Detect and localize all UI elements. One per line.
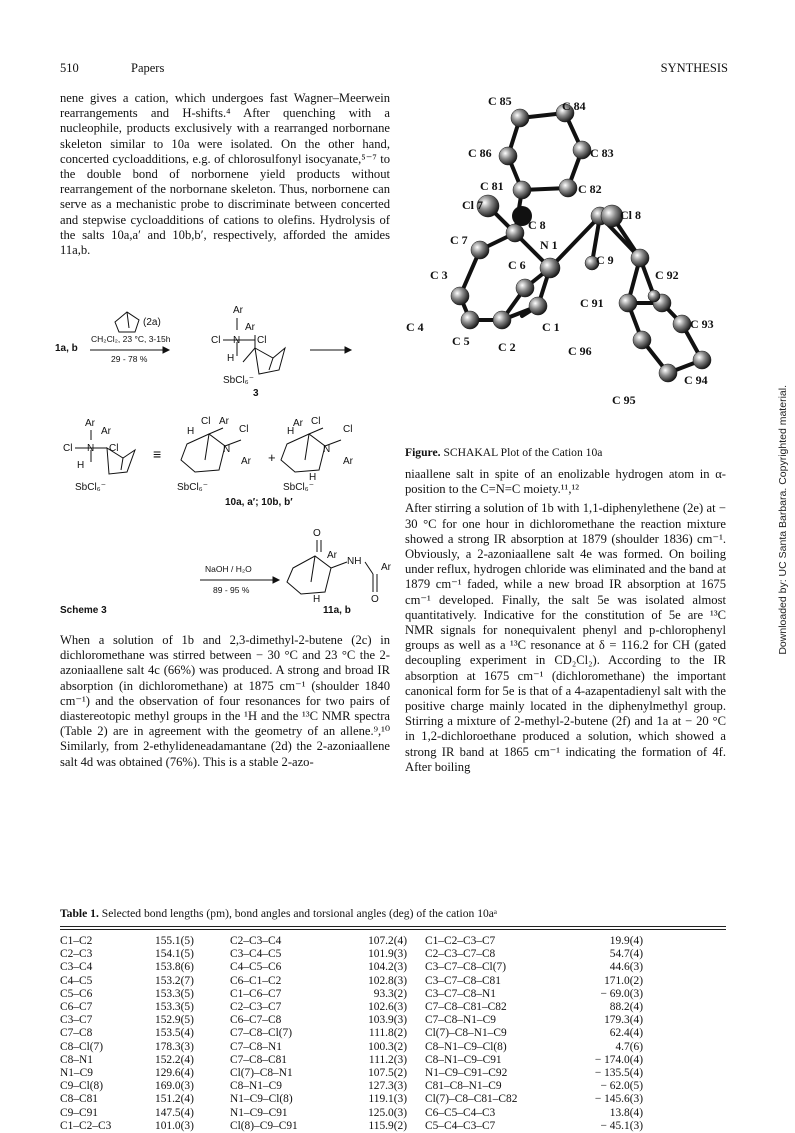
- table-cell: C2–C3–C4: [230, 935, 282, 947]
- table-cell: − 174.0(4): [594, 1053, 643, 1066]
- table-cell: C1–C2–C3–C7: [425, 935, 496, 947]
- molecule-plot: [400, 88, 730, 418]
- atom-ar: Ar: [381, 562, 391, 573]
- counter-ion: SbCl₆⁻: [177, 482, 208, 493]
- table-cell: 104.2(3): [368, 961, 407, 974]
- atom-label: C 2: [498, 340, 516, 354]
- table-cell: C1–C6–C7: [230, 987, 282, 1000]
- table-cell: C7–C8–C81: [230, 1053, 287, 1066]
- atom-h: H: [313, 594, 321, 605]
- table-cell: C3–C4: [60, 961, 93, 974]
- table-cell: C7–C8–N1–C9: [425, 1014, 496, 1027]
- table-cell: 62.4(4): [609, 1027, 643, 1040]
- table-row: [60, 988, 643, 1001]
- atom-h: H: [227, 353, 235, 364]
- table-cell: Cl(7)–C8–N1–C9: [425, 1027, 507, 1040]
- table-cell: 152.9(5): [155, 1014, 194, 1027]
- table-cell: 4.7(6): [615, 1040, 643, 1053]
- atom-cl: Cl: [257, 335, 267, 346]
- table-cell: C3–C7: [60, 1014, 93, 1027]
- atom-label: C 6: [508, 258, 526, 272]
- plus-sign: +: [268, 450, 276, 465]
- figure-caption: [405, 446, 602, 459]
- table-cell: 169.0(3): [155, 1080, 194, 1093]
- table-cell: 103.9(3): [368, 1014, 407, 1027]
- table-cell: C3–C7–C8–N1: [425, 987, 496, 1000]
- table-cell: C3–C7–C8–C81: [425, 974, 501, 987]
- table-cell: N1–C9–C91: [230, 1106, 288, 1119]
- table-cell: C4–C5–C6: [230, 961, 282, 974]
- atom-cl: Cl: [311, 416, 321, 427]
- left-column-bottom: [60, 633, 390, 774]
- table-row: [60, 1054, 643, 1067]
- atom-label: C 96: [568, 344, 592, 358]
- atom-label: C 95: [612, 393, 636, 407]
- atom-label: N 1: [540, 238, 558, 252]
- table-cell: Cl(8)–C9–C91: [230, 1119, 298, 1132]
- table-cell: C6–C5–C4–C3: [425, 1106, 496, 1119]
- left-column-top: [60, 91, 390, 262]
- atom-h: H: [287, 426, 295, 437]
- table-cell: 88.2(4): [609, 1001, 643, 1014]
- atom-label: C 7: [450, 233, 468, 247]
- atom-h: H: [309, 472, 317, 483]
- atom-label: C 84: [562, 99, 586, 113]
- table-cell: C6–C7–C8: [230, 1014, 282, 1027]
- table-cell: C6–C1–C2: [230, 974, 282, 987]
- table-cell: N1–C9–C91–C92: [425, 1067, 508, 1080]
- table-cell: 101.0(3): [155, 1119, 194, 1132]
- atom-n: N: [223, 444, 231, 455]
- atom-cl: Cl: [343, 424, 353, 435]
- table-cell: N1–C9–Cl(8): [230, 1093, 293, 1106]
- table-cell: 153.3(5): [155, 1001, 194, 1014]
- table-cell: − 45.1(3): [600, 1119, 643, 1132]
- journal-name: SYNTHESIS: [660, 61, 728, 75]
- table-cell: 127.3(3): [368, 1080, 407, 1093]
- table-row: [60, 961, 643, 974]
- table-cell: 102.8(3): [368, 974, 407, 987]
- atom-label: C 5: [452, 334, 470, 348]
- bond-table-body: [60, 935, 643, 1133]
- table-cell: 19.9(4): [609, 935, 643, 947]
- table-cell: C7–C8–C81–C82: [425, 1001, 507, 1014]
- table-cell: C7–C8–Cl(7): [230, 1027, 293, 1040]
- table-cell: C5–C6: [60, 987, 93, 1000]
- atom-label: C 81: [480, 179, 504, 193]
- atom-label: C 93: [690, 317, 714, 331]
- table-caption-label: Table 1.: [60, 907, 99, 920]
- yield-2: 89 - 95 %: [213, 585, 250, 595]
- table-cell: − 62.0(5): [600, 1080, 643, 1093]
- table-cell: C6–C7: [60, 1001, 93, 1014]
- atom-h: H: [187, 426, 195, 437]
- table-cell: 115.9(2): [368, 1119, 407, 1132]
- atom-label: Cl 8: [620, 208, 641, 222]
- atom-cl: Cl: [109, 443, 119, 454]
- table-cell: 125.0(3): [368, 1106, 407, 1119]
- table-row: [60, 935, 643, 948]
- atom-ar: Ar: [343, 456, 353, 467]
- condition-1: CH₂Cl₂, 23 °C, 3-15h: [91, 334, 171, 344]
- atom-cl: Cl: [211, 335, 221, 346]
- table-cell: − 145.6(3): [594, 1093, 643, 1106]
- table-cell: 147.5(4): [155, 1106, 194, 1119]
- table-cell: 107.2(4): [368, 935, 407, 947]
- atom-label: C 83: [590, 146, 614, 160]
- atom-label: C 82: [578, 182, 602, 196]
- paragraph: niaallene salt in spite of an enolizable hydrogen atom in α-position to the C=N=C moiety.¹¹,¹²: [405, 467, 726, 497]
- table-cell: 119.1(3): [368, 1093, 407, 1106]
- table-cell: C8–N1–C9: [230, 1080, 282, 1093]
- table-row: [60, 948, 643, 961]
- atom-ar: Ar: [241, 456, 251, 467]
- atom-n: N: [233, 335, 241, 346]
- table-cell: 13.8(4): [609, 1106, 643, 1119]
- paragraph: When a solution of 1b and 2,3-dimethyl-2-butene (2c) in dichloromethane was stirred between − 30 °C and 23 °C the 2-azoniaallene salt 4c (66%) was produced. A strong and broad IR absorption (in dichloromethane) at 1875 cm⁻¹ (shoulder 1840 cm⁻¹) and the observation of four resonances for two pairs of diastereotopic methyl groups in the ¹H and the ¹³C NMR spectra (Table 2) are in agreement with the geometry of an allene.⁹,¹⁰ Similarly, from 2-ethylideneadamantane (2d) the 2-azoniaallene salt 4d was obtained (76%). This is a stable 2-azo-: [60, 633, 390, 769]
- table-cell: 153.3(5): [155, 987, 194, 1000]
- atom-h: H: [77, 460, 85, 471]
- atom-cl: Cl: [239, 424, 249, 435]
- right-column: [405, 467, 726, 779]
- table-cell: 153.2(7): [155, 974, 194, 987]
- scheme-3: [55, 300, 400, 620]
- table-cell: 107.5(2): [368, 1067, 407, 1080]
- table-cell: C2–C3: [60, 948, 93, 961]
- bond-table: [60, 935, 643, 1133]
- table-cell: 171.0(2): [604, 974, 643, 987]
- table-cell: 179.3(4): [604, 1014, 643, 1027]
- table-cell: C4–C5: [60, 974, 93, 987]
- table-cell: C81–C8–N1–C9: [425, 1080, 502, 1093]
- table-row: [60, 1041, 643, 1054]
- table-cell: 153.5(4): [155, 1027, 194, 1040]
- atom-label: C 94: [684, 373, 708, 387]
- atom-label: C 9: [596, 253, 614, 267]
- table-cell: 155.1(5): [155, 935, 194, 947]
- table-cell: C5–C4–C3–C7: [425, 1119, 496, 1132]
- table-row: [60, 975, 643, 988]
- equivalence-sign: ≡: [153, 446, 162, 462]
- table-cell: 111.8(2): [368, 1027, 407, 1040]
- table-row: [60, 1120, 643, 1133]
- table-cell: C8–N1–C9–Cl(8): [425, 1040, 507, 1053]
- table-top-rule: [60, 929, 726, 930]
- table-cell: 178.3(3): [155, 1040, 194, 1053]
- atom-label: C 3: [430, 268, 448, 282]
- atom-ar: Ar: [327, 550, 337, 561]
- atom-label: C 1: [542, 320, 560, 334]
- counter-ion: SbCl₆⁻: [75, 482, 106, 493]
- atom-label: C 92: [655, 268, 679, 282]
- table-cell: 93.3(2): [373, 987, 407, 1000]
- atom-label: C 86: [468, 146, 492, 160]
- table-cell: C9–C91: [60, 1106, 98, 1119]
- table-row: [60, 1067, 643, 1080]
- table-cell: Cl(7)–C8–C81–C82: [425, 1093, 518, 1106]
- table-cell: N1–C9: [60, 1067, 93, 1080]
- condition-2: NaOH / H₂O: [205, 564, 252, 574]
- table-cell: 101.9(3): [368, 948, 407, 961]
- compound-3-label: 3: [253, 388, 259, 399]
- atom-label: C 4: [406, 320, 424, 334]
- table-cell: 154.1(5): [155, 948, 194, 961]
- table-top-rule: [60, 926, 726, 927]
- table-cell: 54.7(4): [609, 948, 643, 961]
- atom-ar: Ar: [233, 305, 243, 316]
- reactant-label: 1a, b: [55, 343, 78, 354]
- paragraph: nene gives a cation, which undergoes fast Wagner–Meerwein rearrangements and H-shifts.⁴ After quenching with a nucleophile, products exclusively with a rearranged norbornane skeleton similar to 10a were isolated. On the other hand, concerted cycloadditions, e.g. of chlorosulfonyl isocyanate,⁵⁻⁷ to the double bond of norbornene yield products without rearrangement of the norbornane skeleton. Thus, norbornene can serve as a mechanistic probe to discriminate between concerted and stepwise cycloadditions of cations to olefins. Hydrolysis of the salts 10a,a′ and 10b,b′, respectively, afforded the amides 11a,b.: [60, 91, 390, 258]
- atom-o: O: [313, 528, 321, 539]
- atom-nh: NH: [347, 556, 362, 567]
- table-cell: 151.2(4): [155, 1093, 194, 1106]
- atom-ar: Ar: [85, 418, 95, 429]
- table-cell: 44.6(3): [609, 961, 643, 974]
- table-cell: C8–C81: [60, 1093, 98, 1106]
- atom-cl: Cl: [201, 416, 211, 427]
- table-cell: C7–C8–N1: [230, 1040, 282, 1053]
- atom-label: Cl 7: [462, 198, 483, 212]
- table-cell: C7–C8: [60, 1027, 93, 1040]
- running-section: Papers: [131, 61, 165, 75]
- table-cell: C3–C7–C8–Cl(7): [425, 961, 507, 974]
- table-cell: C8–Cl(7): [60, 1040, 104, 1053]
- table-cell: 152.2(4): [155, 1053, 194, 1066]
- table-cell: − 135.5(4): [594, 1067, 643, 1080]
- yield-1: 29 - 78 %: [111, 354, 148, 364]
- counter-ion: SbCl₆⁻: [283, 482, 314, 493]
- table-cell: C2–C3–C7: [230, 1001, 282, 1014]
- table-row: [60, 1027, 643, 1040]
- table-cell: C2–C3–C7–C8: [425, 948, 496, 961]
- table-cell: C9–Cl(8): [60, 1080, 104, 1093]
- table-cell: 129.6(4): [155, 1067, 194, 1080]
- scheme-label: Scheme 3: [60, 605, 107, 616]
- table-row: [60, 1107, 643, 1120]
- table-cell: 111.2(3): [368, 1053, 407, 1066]
- table-cell: 153.8(6): [155, 961, 194, 974]
- table-caption: [60, 907, 497, 920]
- table-cell: C3–C4–C5: [230, 948, 282, 961]
- table-caption-text: Selected bond lengths (pm), bond angles and torsional angles (deg) of the cation 10aᵃ: [101, 907, 498, 920]
- table-cell: C8–N1: [60, 1053, 93, 1066]
- atom-n: N: [87, 443, 95, 454]
- table-row: [60, 1014, 643, 1027]
- products-label: 10a, a′; 10b, b′: [225, 497, 293, 508]
- paragraph: After stirring a solution of 1b with 1,1-diphenylethene (2e) at − 30 °C for one hour in dichloromethane the reaction mixture showed a strong IR absorption at 1879 (shoulder 1836) cm⁻¹. Obviously, a 2-azoniaallene salt 4e was formed. On boiling under reflux, hydrogen chloride was eliminated and the band at 1879 cm⁻¹ faded, while a new broad IR absorption at 1675 cm⁻¹ developed. Finally, the salt 5e was isolated almost quantitatively. Indicative for the constitution of 5e are ¹³C NMR signals for nonequivalent phenyl and p-chlorophenyl groups as well as a ¹³C resonance at δ = 116.2 for CH (gated decoupling experiment in CD₂Cl₂). According to the IR absorption at 1675 cm⁻¹ (dichloromethane) the important canonical form for 5e is that of a 4-azapentadienyl salt with the positive charge mainly located in the diphenylmethyl group. Stirring a mixture of 2-methyl-2-butene (2f) and 1a at − 20 °C in 1,2-dichloroethane produced a solution, which showed a strong IR band at 1865 cm⁻¹ indicating the formation of 4f. After boiling: [405, 501, 726, 774]
- reagent-2a-label: (2a): [143, 317, 161, 328]
- download-notice: Downloaded by: UC Santa Barbara. Copyrighted material.: [777, 385, 789, 655]
- figure-caption-text: SCHAKAL Plot of the Cation 10a: [443, 446, 603, 459]
- atom-ar: Ar: [101, 426, 111, 437]
- table-cell: 102.6(3): [368, 1001, 407, 1014]
- table-cell: C1–C2–C3: [60, 1119, 112, 1132]
- schakal-figure: [400, 88, 730, 418]
- table-cell: 100.3(2): [368, 1040, 407, 1053]
- atom-label: C 85: [488, 94, 512, 108]
- atom-ar: Ar: [245, 322, 255, 333]
- atom-o: O: [371, 594, 379, 605]
- page-number: 510: [60, 61, 79, 75]
- table-cell: C1–C2: [60, 935, 93, 947]
- table-cell: − 69.0(3): [600, 987, 643, 1000]
- figure-caption-label: Figure.: [405, 446, 441, 459]
- atom-label: C 91: [580, 296, 604, 310]
- table-cell: Cl(7)–C8–N1: [230, 1067, 293, 1080]
- table-row: [60, 1001, 643, 1014]
- atom-ar: Ar: [293, 418, 303, 429]
- counter-ion: SbCl₆⁻: [223, 375, 254, 386]
- table-row: [60, 1093, 643, 1106]
- table-row: [60, 1080, 643, 1093]
- atom-cl: Cl: [63, 443, 73, 454]
- table-cell: C8–N1–C9–C91: [425, 1053, 502, 1066]
- atom-label: C 8: [528, 218, 546, 232]
- atom-n: N: [323, 444, 331, 455]
- amide-label: 11a, b: [323, 605, 351, 616]
- atom-ar: Ar: [219, 416, 229, 427]
